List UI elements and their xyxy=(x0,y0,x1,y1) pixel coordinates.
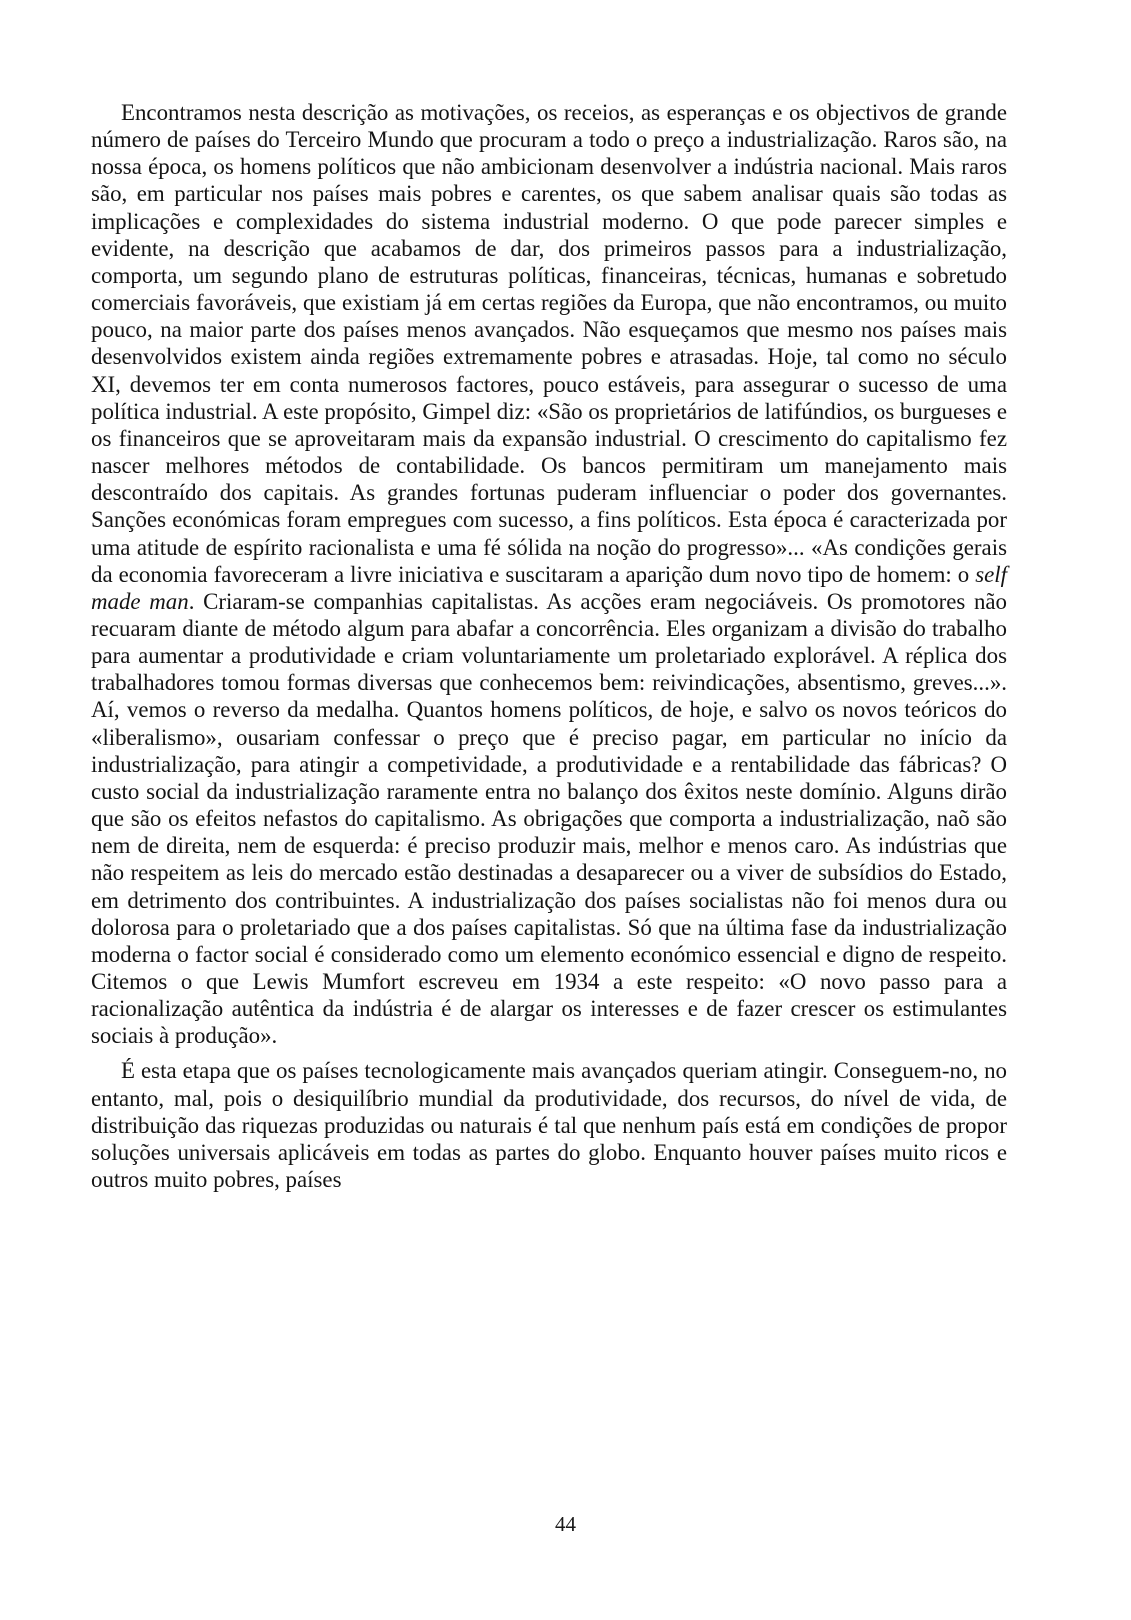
paragraph-2-text: É esta etapa que os países tecnologicamente mais avançados queriam atingir. Conseguem-no, no entanto, mal, pois o desiquilíbrio mundial da produtividade, dos recursos, do nível de vida, de distribuição das riquezas produzidas ou naturais é tal que nenhum país está em condições de propor soluções universais aplicáveis em todas as partes do globo. Enquanto houver países muito ricos e outros muito pobres, países xyxy=(91,1058,1007,1193)
paragraph-2 xyxy=(91,1057,1007,1193)
paragraph-1-text-a: Encontramos nesta descrição as motivações, os receios, as esperanças e os objectivos de grande número de países do Terceiro Mundo que procuram a todo o preço a industrialização. Raros são, na nossa época, os homens políticos que não ambicionam desenvolver a indústria nacional. Mais raros são, em particular nos países mais pobres e carentes, os que sabem analisar quais são todas as implicações e complexidades do sistema industrial moderno. O que pode parecer simples e evidente, na descrição que acabamos de dar, dos primeiros passos para a industrialização, comporta, um segundo plano de estruturas políticas, financeiras, técnicas, humanas e sobretudo comerciais favoráveis, que existiam já em certas regiões da Europa, que não encontramos, ou muito pouco, na maior parte dos países menos avançados. Não esqueçamos que mesmo nos países mais desenvolvidos existem ainda regiões extremamente pobres e atrasadas. Hoje, tal como no século XI, devemos ter em conta numerosos factores, pouco estáveis, para assegurar o sucesso de uma política industrial. A este propósito, Gimpel diz: «São os proprietários de latifúndios, os burgueses e os financeiros que se aproveitaram mais da expansão industrial. O crescimento do capitalismo fez nascer melhores métodos de contabilidade. Os bancos permitiram um manejamento mais descontraído dos capitais. As grandes fortunas puderam influenciar o poder dos governantes. Sanções económicas foram empregues com sucesso, a fins políticos. Esta época é caracterizada por uma atitude de espírito racionalista e uma fé sólida na noção do progresso»... «As condições gerais da economia favoreceram a livre iniciativa e suscitaram a aparição dum novo tipo de homem: o xyxy=(91,100,1007,587)
paragraph-1-text-b: . Criaram-se companhias capitalistas. As acções eram negociáveis. Os promotores não recuaram diante de método algum para abafar a concorrência. Eles organizam a divisão do trabalho para aumentar a produtividade e criam voluntariamente um proletariado explorável. A réplica dos trabalhadores tomou formas diversas que conhecemos bem: reivindicações, absentismo, greves...». Aí, vemos o reverso da medalha. Quantos homens políticos, de hoje, e salvo os novos teóricos do «liberalismo», ousariam confessar o preço que é preciso pagar, em particular no início da industrialização, para atingir a competividade, a produtividade e a rentabilidade das fábricas? O custo social da industrialização raramente entra no balanço dos êxitos neste domínio. Alguns dirão que são os efeitos nefastos do capitalismo. As obrigações que comporta a industrialização, naõ são nem de direita, nem de esquerda: é preciso produzir mais, melhor e menos caro. As indústrias que não respeitem as leis do mercado estão destinadas a desaparecer ou a viver de subsídios do Estado, em detrimento dos contribuintes. A industrialização dos países socialistas não foi menos dura ou dolorosa para o proletariado que a dos países capitalistas. Só que na última fase da industrialização moderna o factor social é considerado como um elemento económico essencial e digno de respeito. Citemos o que Lewis Mumfort escreveu em 1934 a este respeito: «O novo passo para a racionalização autêntica da indústria é de alargar os interesses e de fazer crescer os estimulantes sociais à produção». xyxy=(91,588,1007,1049)
page-number: 44 xyxy=(555,1512,576,1536)
paragraph-1 xyxy=(91,99,1007,1049)
body-text xyxy=(91,99,1007,1193)
paragraph-1-italic-term: self made man xyxy=(91,561,1007,614)
